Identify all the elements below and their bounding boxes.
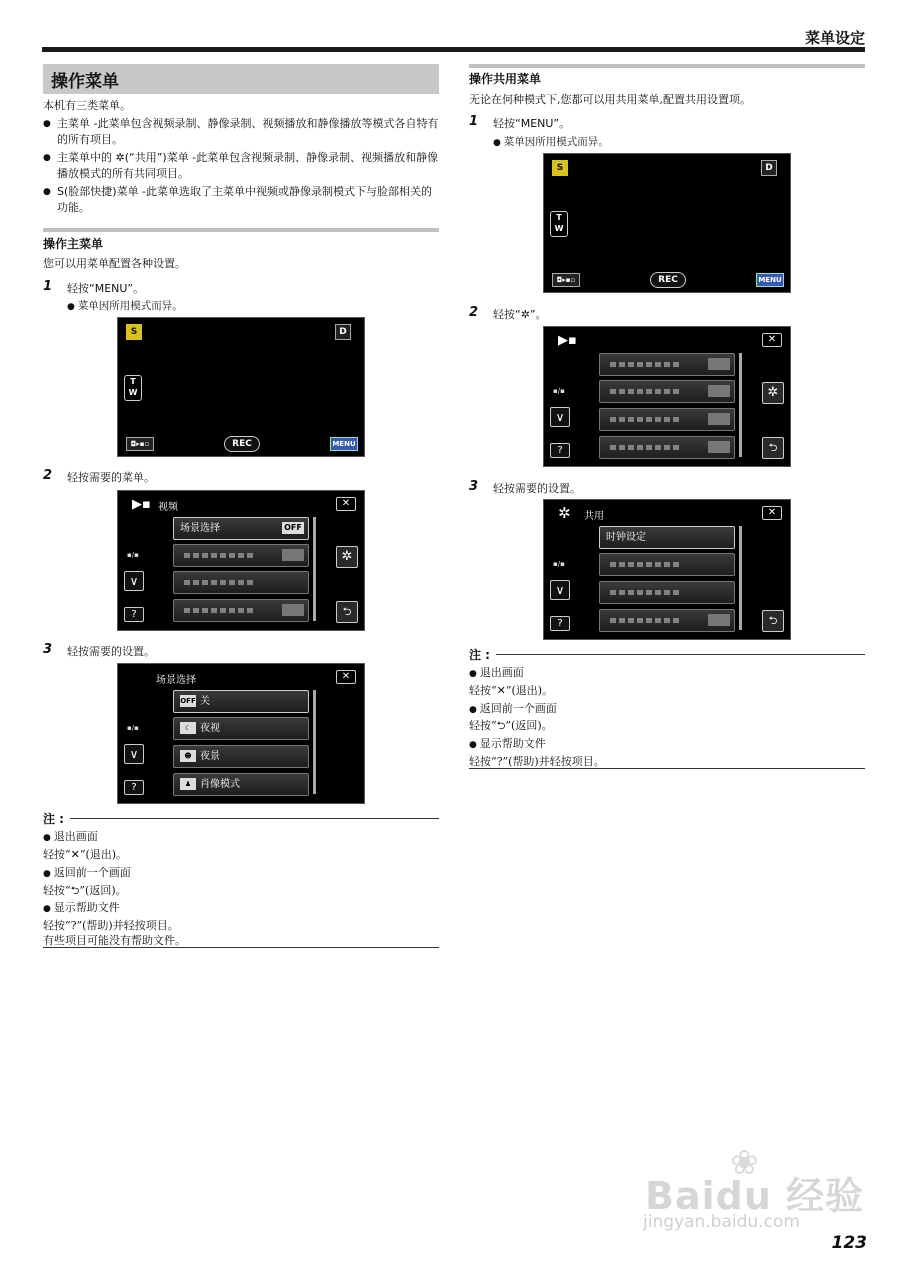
scrollbar[interactable] [313, 690, 316, 794]
list-item: ● S(脸部快捷)菜单 -此菜单选取了主菜单中视频或静像录制模式下与脸部相关的功能。 [43, 184, 439, 216]
notes-heading: 注 : [43, 812, 64, 826]
note-title: ● 显示帮助文件 [43, 899, 120, 915]
notes-rule [70, 818, 439, 819]
menu-row[interactable] [599, 553, 735, 576]
menu-row[interactable] [599, 408, 735, 431]
screen-title: 共用 [584, 511, 604, 522]
play-stop-label: ▪/▪ [127, 724, 139, 732]
mode-switch-button[interactable]: ◘▸▪▫ [126, 437, 154, 451]
option-row[interactable]: ☻ 夜景 [173, 745, 309, 768]
header-rule [42, 47, 865, 52]
zoom-tw-button[interactable]: T W [550, 211, 568, 237]
menu-row[interactable] [173, 544, 309, 567]
zoom-tw-button[interactable]: T W [124, 375, 142, 401]
video-camera-icon: ▶▪ [132, 497, 151, 512]
scrollbar[interactable] [739, 353, 742, 457]
step-note: ● 菜单因所用模式而异。 [67, 298, 183, 313]
menu-row[interactable] [599, 380, 735, 403]
watermark-brand: Baidu 经验 [645, 1174, 865, 1218]
close-button[interactable]: ✕ [762, 506, 782, 520]
camera-screen-record [117, 317, 365, 457]
screen-title: 场景选择 [156, 675, 196, 686]
menu-row-clock-setting[interactable]: 时钟设定 [599, 526, 735, 549]
menu-row[interactable] [599, 436, 735, 459]
menu-types-list [43, 116, 439, 218]
step-text: 轻按“MENU”。 [493, 117, 571, 130]
menu-row-scene-select[interactable]: 场景选择 OFF [173, 517, 309, 540]
step-text: 轻按需要的设置。 [67, 645, 155, 658]
help-button[interactable]: ? [124, 607, 144, 622]
paw-logo-icon: ❀ [730, 1143, 759, 1183]
step-number: 2 [43, 468, 53, 483]
menu-button[interactable]: MENU [756, 273, 784, 287]
subsection-intro: 您可以用菜单配置各种设置。 [43, 257, 186, 270]
notes-end-rule [43, 947, 439, 948]
divider [469, 64, 865, 68]
scroll-down-button[interactable]: ∨ [124, 571, 144, 591]
camera-screen-common-menu [543, 499, 791, 640]
gear-icon[interactable]: ✲ [336, 546, 358, 568]
subsection-title: 操作共用菜单 [469, 72, 542, 86]
notes-end-rule [469, 768, 865, 769]
divider [43, 228, 439, 232]
note-title: ● 退出画面 [43, 828, 98, 844]
back-button[interactable]: ⮌ [336, 601, 358, 623]
menu-row[interactable] [173, 571, 309, 594]
gear-icon[interactable]: ✲ [762, 382, 784, 404]
camera-screen-main-menu [543, 326, 791, 467]
menu-row[interactable] [599, 581, 735, 604]
step-number: 1 [469, 114, 479, 129]
gear-icon: ✲ [558, 504, 571, 522]
subsection-title: 操作主菜单 [43, 237, 104, 251]
display-button[interactable]: D [761, 160, 777, 176]
menu-row[interactable] [599, 353, 735, 376]
step-number: 3 [469, 479, 479, 494]
scrollbar[interactable] [739, 526, 742, 630]
option-row[interactable]: ☾ 夜视 [173, 717, 309, 740]
notes-heading: 注 : [469, 648, 490, 662]
note-text: 轻按“⮌”(返回)。 [469, 719, 553, 732]
rec-button[interactable]: REC [224, 436, 260, 452]
note-text: 轻按“✕”(退出)。 [469, 684, 554, 697]
note-text: 轻按“?”(帮助)并轻按项目。 [43, 919, 179, 932]
back-button[interactable]: ⮌ [762, 437, 784, 459]
note-text: 轻按“✕”(退出)。 [43, 848, 128, 861]
step-text: 轻按“✲”。 [493, 308, 547, 321]
menu-row[interactable] [599, 609, 735, 632]
watermark-url: jingyan.baidu.com [643, 1212, 800, 1232]
help-button[interactable]: ? [550, 443, 570, 458]
screen-title: 视频 [158, 502, 178, 513]
page-header-title: 菜单设定 [804, 29, 865, 47]
close-button[interactable]: ✕ [336, 497, 356, 511]
camera-screen-video-menu [117, 490, 365, 631]
play-stop-label: ▪/▪ [127, 551, 139, 559]
step-text: 轻按“MENU”。 [67, 282, 145, 295]
scrollbar[interactable] [313, 517, 316, 621]
note-title: ● 返回前一个画面 [469, 700, 557, 716]
menu-button[interactable]: MENU [330, 437, 358, 451]
list-item: ● 主菜单 -此菜单包含视频录制、静像录制、视频播放和静像播放等模式各自特有的所有项目。 [43, 116, 439, 148]
scroll-down-button[interactable]: ∨ [550, 580, 570, 600]
note-text: 轻按“⮌”(返回)。 [43, 884, 127, 897]
step-number: 2 [469, 305, 479, 320]
play-stop-label: ▪/▪ [553, 387, 565, 395]
option-row[interactable]: OFF 关 [173, 690, 309, 713]
subsection-intro: 无论在何种模式下,您都可以用共用菜单,配置共用设置项。 [469, 93, 751, 106]
note-title: ● 显示帮助文件 [469, 735, 546, 751]
step-text: 轻按需要的菜单。 [67, 471, 155, 484]
step-note: ● 菜单因所用模式而异。 [493, 134, 609, 149]
scroll-down-button[interactable]: ∨ [124, 744, 144, 764]
notes-rule [496, 654, 865, 655]
note-text: 有些项目可能没有帮助文件。 [43, 934, 186, 947]
option-row[interactable]: ♟ 肖像模式 [173, 773, 309, 796]
camera-screen-record [543, 153, 791, 293]
help-button[interactable]: ? [550, 616, 570, 631]
step-number: 3 [43, 642, 53, 657]
face-shortcut-icon[interactable]: S [552, 160, 568, 176]
close-button[interactable]: ✕ [336, 670, 356, 684]
note-title: ● 退出画面 [469, 664, 524, 680]
display-button[interactable]: D [335, 324, 351, 340]
section-title: 操作菜单 [51, 72, 119, 92]
list-item: ● 主菜单中的 ✲(“共用”)菜单 -此菜单包含视频录制、静像录制、视频播放和静像播放模式的所有共同项目。 [43, 150, 439, 182]
rec-button[interactable]: REC [650, 272, 686, 288]
step-number: 1 [43, 279, 53, 294]
mode-switch-button[interactable]: ◘▸▪▫ [552, 273, 580, 287]
close-button[interactable]: ✕ [762, 333, 782, 347]
help-button[interactable]: ? [124, 780, 144, 795]
note-title: ● 返回前一个画面 [43, 864, 131, 880]
scroll-down-button[interactable]: ∨ [550, 407, 570, 427]
play-stop-label: ▪/▪ [553, 560, 565, 568]
video-camera-icon: ▶▪ [558, 333, 577, 348]
section-title-bar [43, 64, 439, 94]
step-text: 轻按需要的设置。 [493, 482, 581, 495]
page-number: 123 [831, 1233, 867, 1253]
section-intro: 本机有三类菜单。 [43, 99, 131, 112]
camera-screen-scene-select [117, 663, 365, 804]
menu-row[interactable] [173, 599, 309, 622]
back-button[interactable]: ⮌ [762, 610, 784, 632]
note-text: 轻按“?”(帮助)并轻按项目。 [469, 755, 605, 768]
face-shortcut-icon[interactable]: S [126, 324, 142, 340]
